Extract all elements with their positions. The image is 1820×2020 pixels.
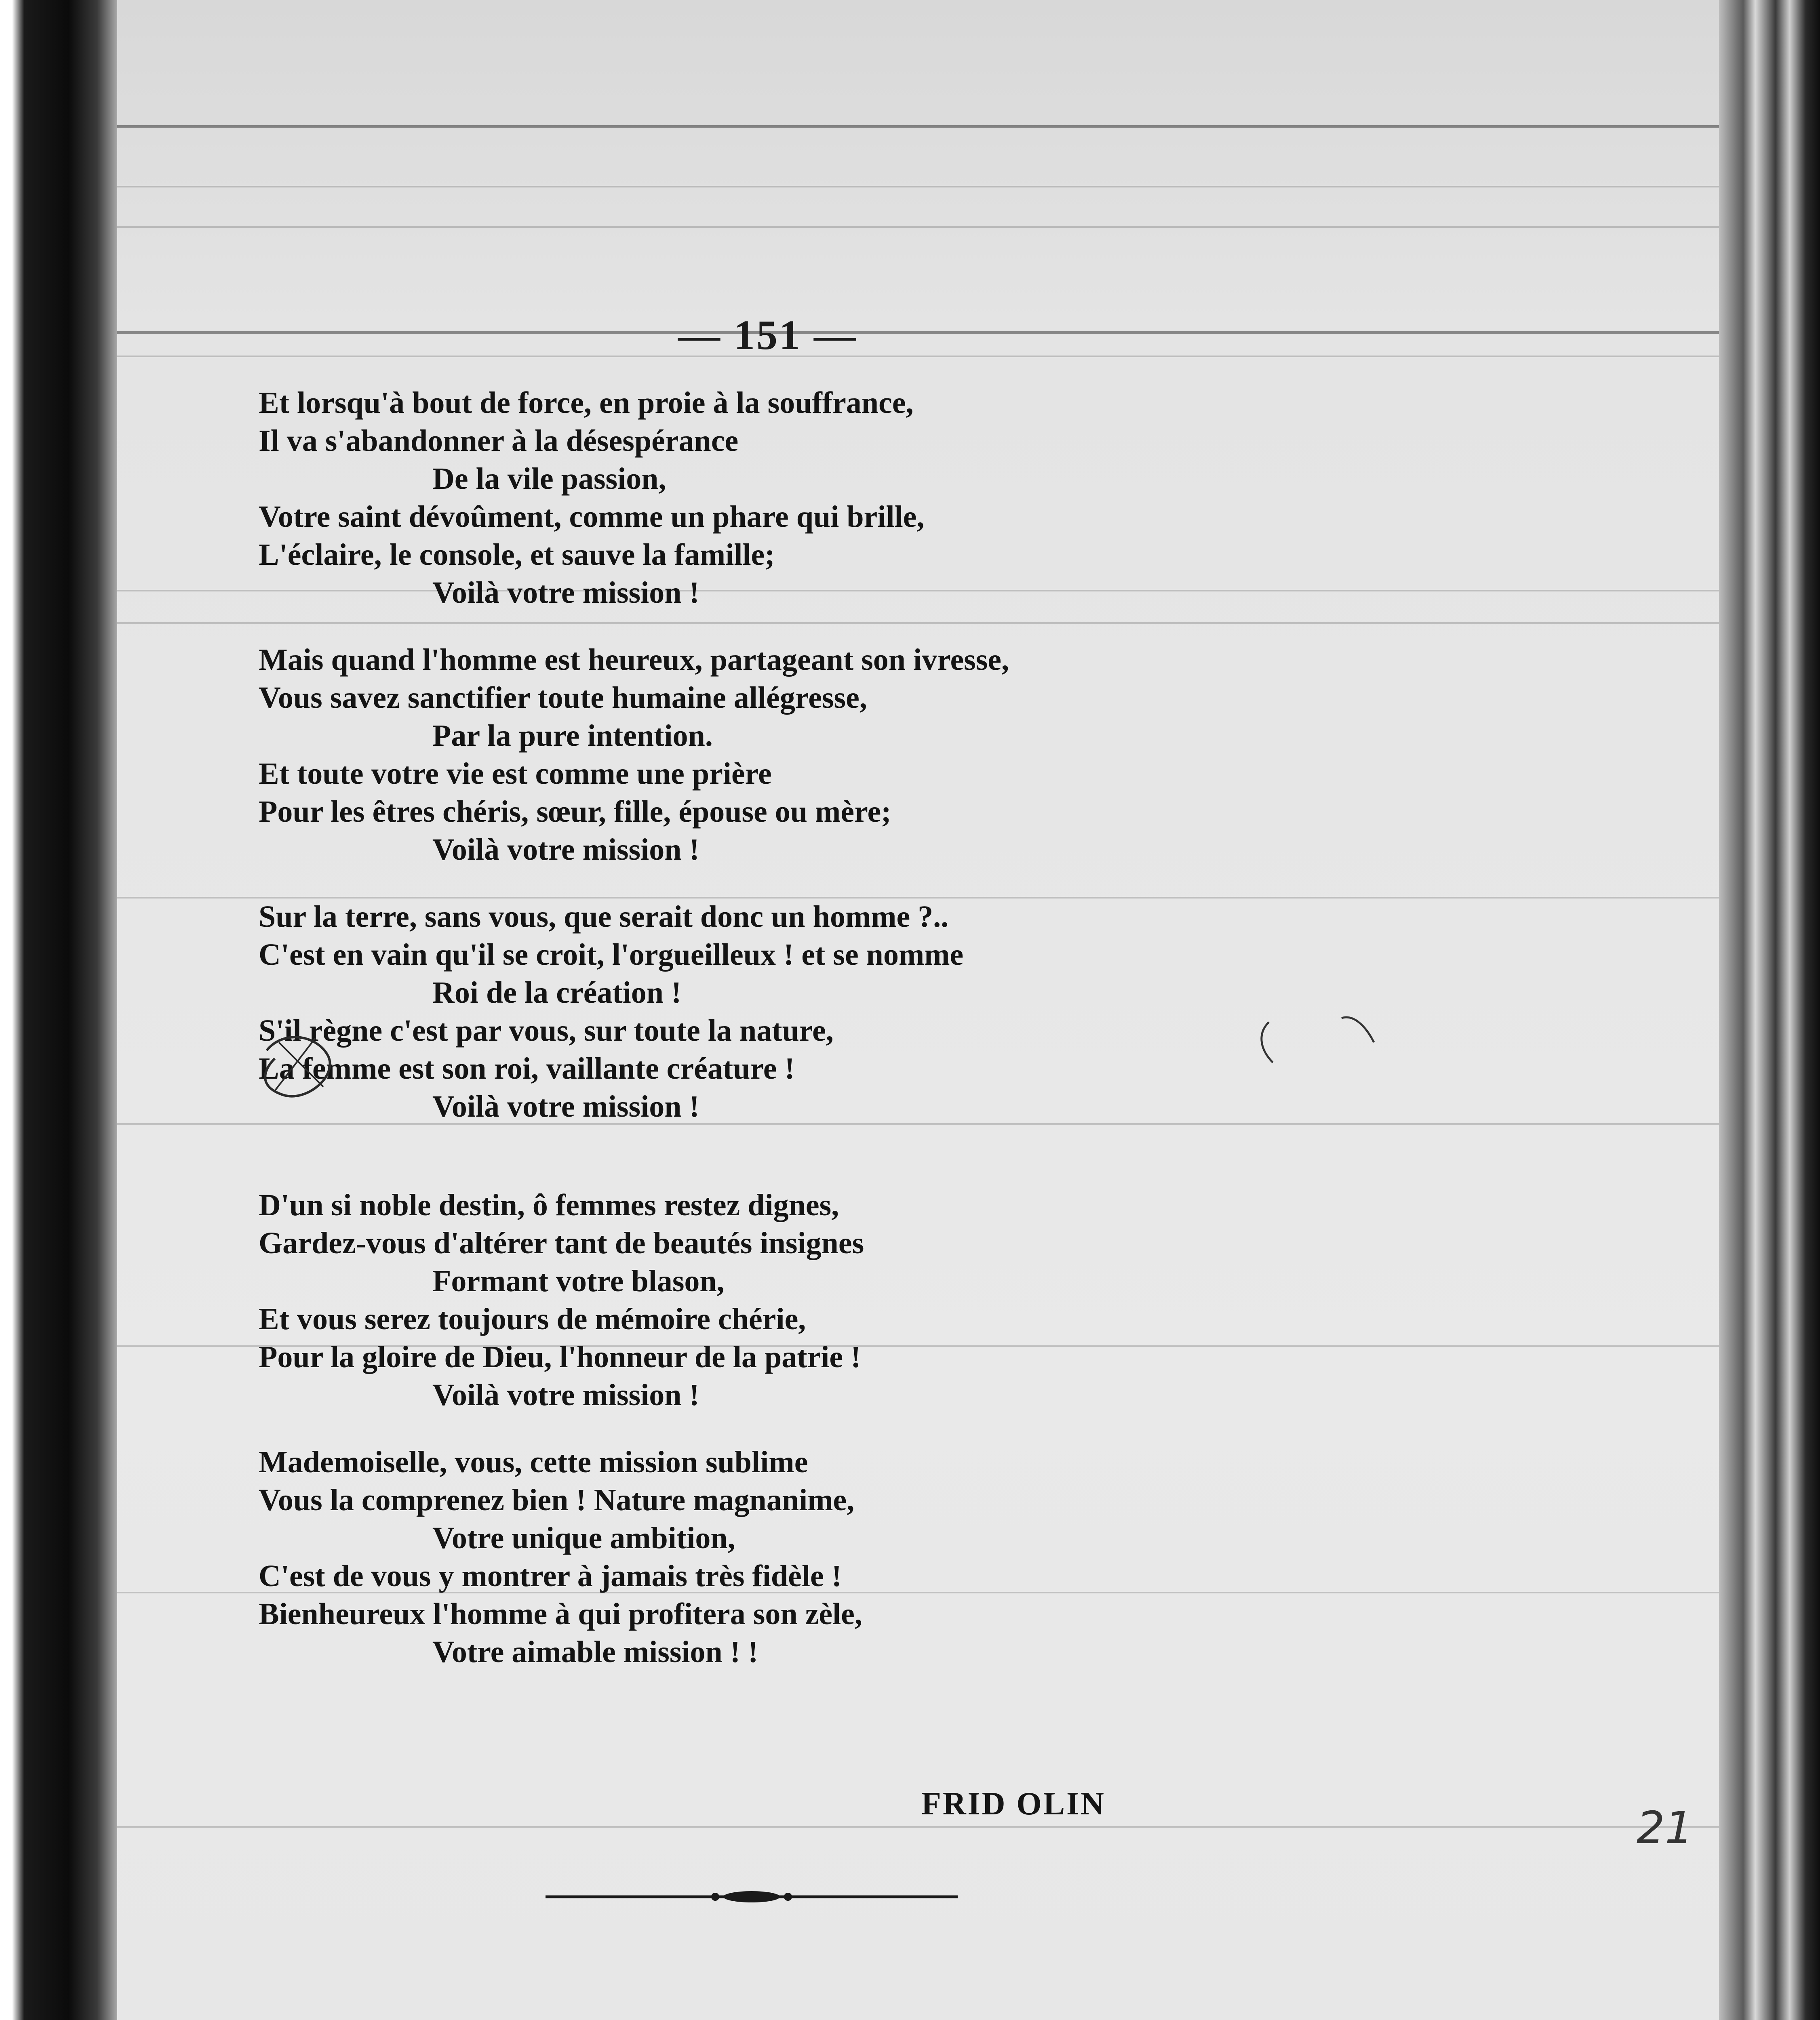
poem-line: Vous savez sanctifier toute humaine allégresse, — [259, 681, 867, 715]
poem-line: Roi de la création ! — [432, 976, 682, 1010]
author-signature: FRID OLIN — [921, 1786, 1106, 1822]
stanza — [259, 1443, 1350, 1671]
poem-refrain: Voilà votre mission ! — [432, 576, 699, 610]
poem-line: Il va s'abandonner à la désespérance — [259, 424, 739, 458]
stanza — [259, 898, 1350, 1126]
poem-line: Votre saint dévoûment, comme un phare qui brille, — [259, 500, 925, 534]
poem-line: Et lorsqu'à bout de force, en proie à la souffrance, — [259, 386, 914, 420]
poem-line: Pour la gloire de Dieu, l'honneur de la patrie ! — [259, 1340, 861, 1374]
poem-line: Pour les êtres chéris, sœur, fille, épouse ou mère; — [259, 795, 891, 829]
ornament-divider — [541, 1885, 962, 1909]
ruled-line — [117, 226, 1719, 228]
poem-refrain: Voilà votre mission ! — [432, 1090, 699, 1124]
poem-line: D'un si noble destin, ô femmes restez dignes, — [259, 1188, 839, 1222]
ink-smudge — [259, 1026, 348, 1115]
book-binding-right — [1719, 0, 1820, 2020]
page-number: — 151 — — [678, 312, 857, 358]
poem-line: Bienheureux l'homme à qui profitera son zèle, — [259, 1597, 862, 1631]
poem-line: Gardez-vous d'altérer tant de beautés insignes — [259, 1226, 864, 1260]
ruled-line — [117, 1826, 1719, 1828]
poem-line: Vous la comprenez bien ! Nature magnanime, — [259, 1483, 855, 1517]
book-binding-left — [0, 0, 117, 2020]
poem-line: C'est de vous y montrer à jamais très fidèle ! — [259, 1559, 842, 1593]
poem-line: De la vile passion, — [432, 462, 666, 496]
poem-line: Et vous serez toujours de mémoire chérie, — [259, 1302, 806, 1336]
poem-line: L'éclaire, le console, et sauve la famille; — [259, 538, 775, 572]
pencil-mark — [1253, 1010, 1382, 1071]
poem-line: S'il règne c'est par vous, sur toute la nature, — [259, 1014, 834, 1048]
poem-line: Et toute votre vie est comme une prière — [259, 757, 772, 791]
poem-line: Formant votre blason, — [432, 1264, 725, 1298]
poem-line: Par la pure intention. — [432, 719, 713, 753]
poem-refrain: Voilà votre mission ! — [432, 833, 699, 867]
poem-line: Votre unique ambition, — [432, 1521, 735, 1555]
poem-line: Mais quand l'homme est heureux, partageant son ivresse, — [259, 643, 1009, 677]
stanza — [259, 1186, 1350, 1414]
handwritten-margin-note: 21 — [1637, 1802, 1693, 1854]
stanza — [259, 641, 1350, 869]
poem-refrain: Voilà votre mission ! — [432, 1378, 699, 1412]
ruled-line — [117, 331, 1719, 334]
stanza — [259, 384, 1350, 612]
poem-line: C'est en vain qu'il se croit, l'orgueilleux ! et se nomme — [259, 938, 964, 972]
ruled-line — [117, 125, 1719, 128]
poem-refrain: Votre aimable mission ! ! — [432, 1635, 758, 1669]
poem — [259, 384, 1350, 1700]
poem-line: Mademoiselle, vous, cette mission sublime — [259, 1445, 808, 1479]
poem-line: La femme est son roi, vaillante créature ! — [259, 1052, 795, 1086]
poem-line: Sur la terre, sans vous, que serait donc un homme ?.. — [259, 900, 949, 934]
ruled-line — [117, 356, 1719, 357]
ruled-line — [117, 186, 1719, 187]
